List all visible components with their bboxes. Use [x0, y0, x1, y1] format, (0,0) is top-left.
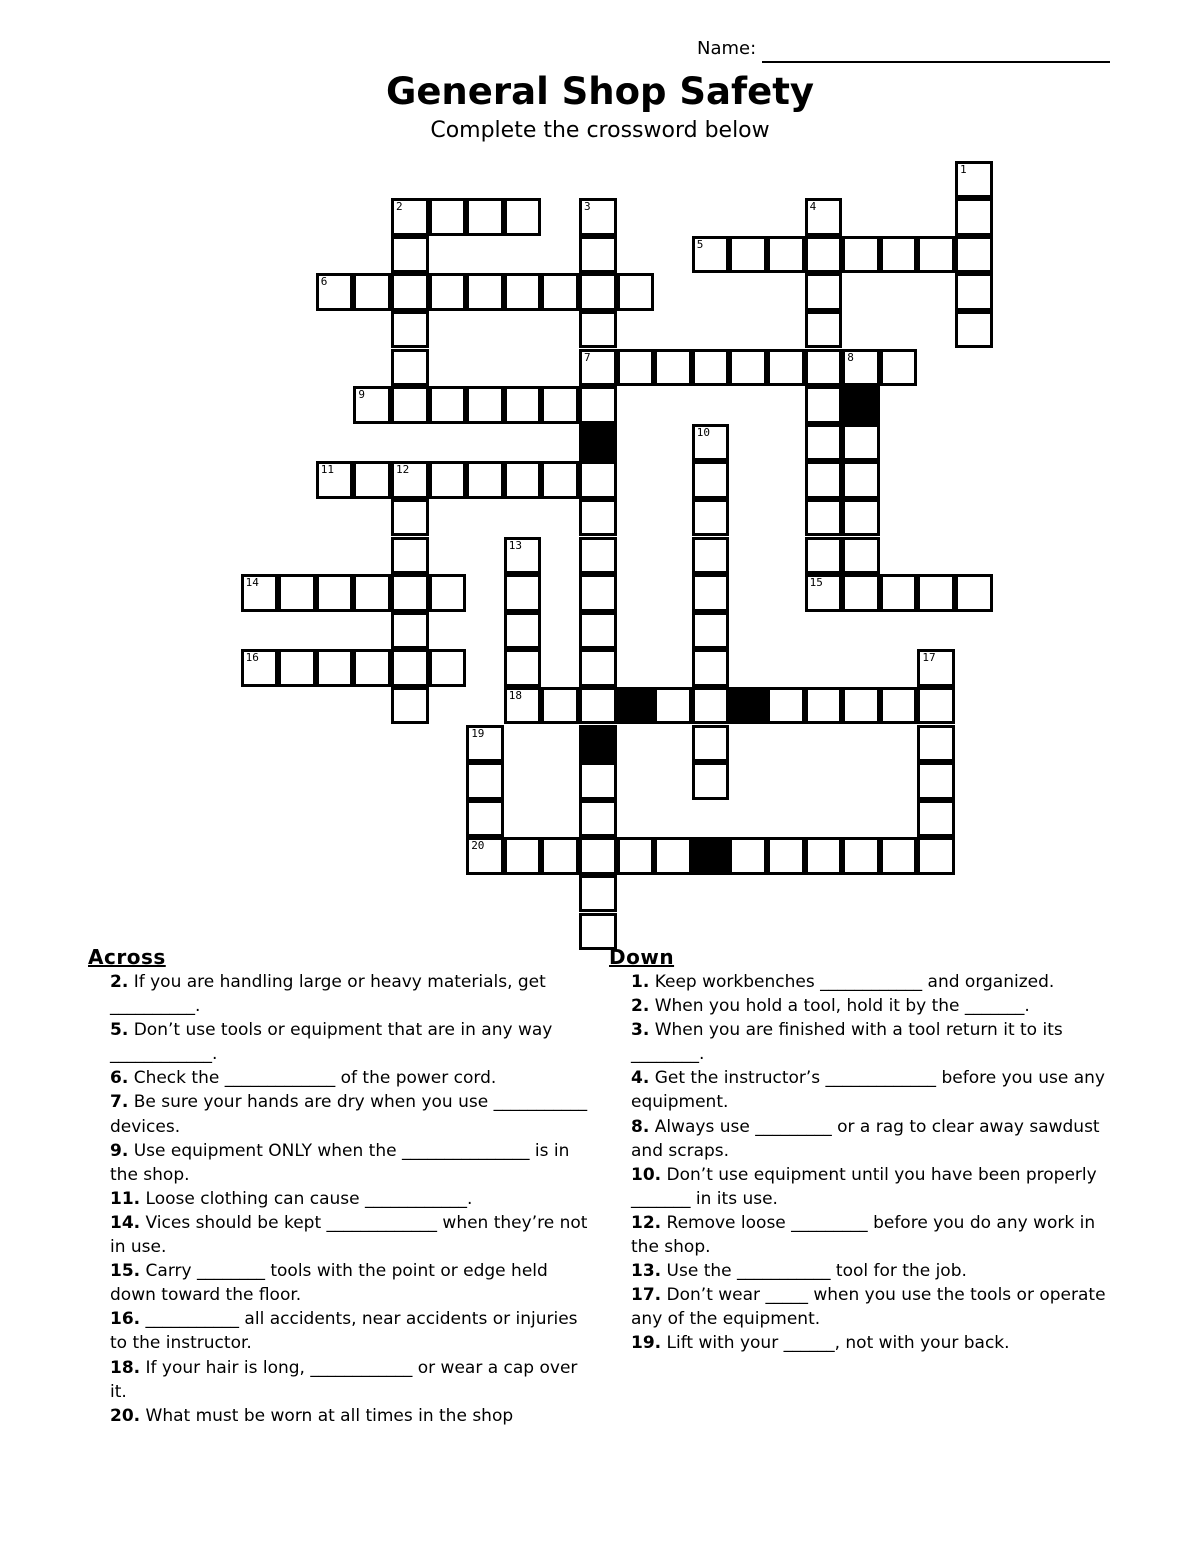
grid-cell[interactable] — [579, 612, 617, 650]
grid-cell[interactable] — [541, 273, 579, 311]
grid-cell[interactable] — [917, 574, 955, 612]
grid-cell[interactable] — [579, 687, 617, 725]
clue-number-label: 7 — [584, 350, 591, 364]
grid-cell[interactable] — [504, 687, 542, 725]
clue-number: 7. — [110, 1092, 129, 1113]
grid-cell[interactable] — [504, 537, 542, 575]
grid-cell[interactable] — [579, 537, 617, 575]
across-clue — [88, 1090, 598, 1138]
grid-cell[interactable] — [353, 461, 391, 499]
clue-number: 14. — [110, 1212, 141, 1233]
grid-cell[interactable] — [579, 198, 617, 236]
grid-cell[interactable] — [805, 499, 843, 537]
grid-cell[interactable] — [504, 386, 542, 424]
grid-cell[interactable] — [504, 574, 542, 612]
grid-cell[interactable] — [917, 837, 955, 875]
down-heading: Down — [609, 945, 675, 969]
clue-number-label: 2 — [396, 200, 403, 214]
clue-number-label: 13 — [508, 538, 523, 552]
grid-cell[interactable] — [353, 649, 391, 687]
page-title: General Shop Safety — [385, 70, 815, 113]
clue-number: 9. — [110, 1140, 129, 1161]
grid-cell[interactable] — [241, 649, 279, 687]
grid-cell[interactable] — [579, 461, 617, 499]
grid-cell[interactable] — [353, 273, 391, 311]
grid-cell[interactable] — [654, 687, 692, 725]
grid-cell[interactable] — [316, 574, 354, 612]
grid-cell[interactable] — [316, 461, 354, 499]
down-clue — [609, 1211, 1119, 1259]
black-cell — [692, 837, 730, 875]
clue-number: 11. — [110, 1188, 141, 1209]
down-clue — [609, 1163, 1119, 1211]
grid-cell[interactable] — [504, 273, 542, 311]
grid-cell[interactable] — [278, 574, 316, 612]
clue-number-label: 15 — [809, 576, 823, 590]
down-clue — [609, 1115, 1119, 1163]
across-clue — [88, 1139, 598, 1187]
across-clue — [88, 1066, 598, 1090]
grid-cell[interactable] — [466, 386, 504, 424]
grid-cell[interactable] — [805, 386, 843, 424]
grid-cell[interactable] — [880, 236, 918, 274]
black-cell — [579, 424, 617, 462]
grid-cell[interactable] — [805, 198, 843, 236]
grid-cell[interactable] — [579, 386, 617, 424]
grid-cell[interactable] — [692, 424, 730, 462]
clue-text: When you hold a tool, hold it by the _______. — [654, 996, 1030, 1017]
grid-cell[interactable] — [880, 574, 918, 612]
clue-text: If your hair is long, ____________ or wear a cap over it. — [110, 1357, 578, 1402]
grid-cell[interactable] — [391, 687, 429, 725]
clue-text: When you are finished with a tool return it to its ________. — [631, 1020, 1063, 1065]
clue-text: What must be worn at all times in the shop — [145, 1405, 514, 1426]
clue-text: Vices should be kept _____________ when they’re not in use. — [110, 1212, 588, 1258]
grid-cell[interactable] — [805, 574, 843, 612]
clue-number-label: 3 — [584, 200, 591, 214]
clue-number-label: 4 — [809, 200, 817, 214]
clue-number-label: 10 — [696, 425, 711, 439]
clue-number: 8. — [631, 1116, 650, 1137]
clue-text: Remove loose _________ before you do any work in the shop. — [631, 1212, 1096, 1258]
grid-cell[interactable] — [617, 349, 655, 387]
grid-cell[interactable] — [842, 687, 880, 725]
grid-cell[interactable] — [466, 273, 504, 311]
grid-cell[interactable] — [654, 837, 692, 875]
grid-cell[interactable] — [541, 837, 579, 875]
grid-cell[interactable] — [353, 386, 391, 424]
grid-cell[interactable] — [429, 198, 467, 236]
grid-cell[interactable] — [805, 273, 843, 311]
clue-number: 19. — [631, 1333, 662, 1354]
clue-text: Lift with your ______, not with your back. — [666, 1333, 1010, 1354]
page-subtitle: Complete the crossword below — [430, 118, 770, 143]
black-cell — [842, 386, 880, 424]
grid-cell[interactable] — [767, 687, 805, 725]
grid-cell[interactable] — [955, 236, 993, 274]
grid-cell[interactable] — [729, 236, 767, 274]
clue-number-label: 9 — [358, 388, 366, 402]
grid-cell[interactable] — [692, 461, 730, 499]
grid-cell[interactable] — [917, 236, 955, 274]
clue-number: 12. — [631, 1212, 662, 1233]
grid-cell[interactable] — [692, 612, 730, 650]
grid-cell[interactable] — [278, 649, 316, 687]
grid-cell[interactable] — [842, 349, 880, 387]
grid-cell[interactable] — [692, 499, 730, 537]
clue-text: Use the ___________ tool for the job. — [666, 1261, 967, 1282]
grid-cell[interactable] — [692, 349, 730, 387]
across-clue — [88, 1187, 598, 1211]
grid-cell[interactable] — [917, 800, 955, 838]
grid-cell[interactable] — [429, 574, 467, 612]
grid-cell[interactable] — [391, 612, 429, 650]
grid-cell[interactable] — [579, 800, 617, 838]
grid-cell[interactable] — [391, 649, 429, 687]
grid-cell[interactable] — [241, 574, 279, 612]
grid-cell[interactable] — [880, 687, 918, 725]
grid-cell[interactable] — [466, 198, 504, 236]
down-clues — [609, 944, 1119, 1356]
clue-number-label: 18 — [508, 688, 523, 702]
clue-number-label: 16 — [245, 651, 259, 665]
black-cell — [617, 687, 655, 725]
clue-number: 2. — [110, 972, 129, 992]
clue-text: Don’t use tools or equipment that are in any way ____________. — [110, 1020, 553, 1065]
grid-cell[interactable] — [541, 687, 579, 725]
clue-number: 1. — [631, 972, 650, 992]
grid-cell[interactable] — [917, 687, 955, 725]
grid-cell[interactable] — [692, 537, 730, 575]
grid-cell[interactable] — [692, 236, 730, 274]
grid-cell[interactable] — [842, 461, 880, 499]
clue-text: Check the _____________ of the power cord. — [133, 1068, 497, 1089]
clue-number-label: 5 — [696, 237, 704, 251]
grid-cell[interactable] — [466, 800, 504, 838]
clue-text: If you are handling large or heavy materials, get __________. — [110, 972, 546, 1017]
down-clue — [609, 994, 1119, 1018]
grid-cell[interactable] — [579, 837, 617, 875]
grid-cell[interactable] — [729, 837, 767, 875]
grid-cell[interactable] — [692, 725, 730, 763]
down-clue — [609, 1066, 1119, 1114]
name-label: Name: — [697, 38, 757, 59]
grid-cell[interactable] — [391, 349, 429, 387]
clue-text: Carry ________ tools with the point or edge held down toward the floor. — [110, 1261, 548, 1306]
grid-cell[interactable] — [391, 461, 429, 499]
grid-cell[interactable] — [617, 837, 655, 875]
clue-number: 6. — [110, 1068, 129, 1089]
grid-cell[interactable] — [429, 649, 467, 687]
across-clue — [88, 1307, 598, 1355]
grid-cell[interactable] — [842, 236, 880, 274]
across-clue — [88, 1211, 598, 1259]
grid-cell[interactable] — [504, 649, 542, 687]
across-clue — [88, 1259, 598, 1307]
grid-cell[interactable] — [316, 273, 354, 311]
black-cell — [579, 725, 617, 763]
grid-cell[interactable] — [391, 236, 429, 274]
clue-text: Don’t wear _____ when you use the tools or operate any of the equipment. — [631, 1285, 1106, 1330]
grid-cell[interactable] — [955, 574, 993, 612]
grid-cell[interactable] — [729, 349, 767, 387]
grid-cell[interactable] — [579, 349, 617, 387]
grid-cell[interactable] — [579, 875, 617, 913]
across-heading: Across — [88, 945, 166, 969]
grid-cell[interactable] — [805, 236, 843, 274]
grid-cell[interactable] — [880, 349, 918, 387]
grid-cell[interactable] — [692, 687, 730, 725]
grid-cell[interactable] — [692, 762, 730, 800]
grid-cell[interactable] — [466, 762, 504, 800]
grid-cell[interactable] — [805, 837, 843, 875]
grid-cell[interactable] — [579, 762, 617, 800]
down-clue — [609, 1331, 1119, 1355]
grid-cell[interactable] — [429, 461, 467, 499]
clue-number-label: 19 — [471, 726, 485, 740]
clue-text: Don’t use equipment until you have been properly _______ in its use. — [631, 1164, 1097, 1209]
grid-cell[interactable] — [466, 725, 504, 763]
grid-cell[interactable] — [955, 161, 993, 199]
clue-number: 13. — [631, 1261, 662, 1282]
grid-cell[interactable] — [842, 499, 880, 537]
grid-cell[interactable] — [504, 198, 542, 236]
grid-cell[interactable] — [917, 762, 955, 800]
grid-cell[interactable] — [541, 386, 579, 424]
clue-number-label: 14 — [245, 576, 259, 590]
grid-cell[interactable] — [692, 574, 730, 612]
grid-cell[interactable] — [429, 273, 467, 311]
grid-cell[interactable] — [805, 424, 843, 462]
grid-cell[interactable] — [391, 574, 429, 612]
grid-cell[interactable] — [541, 461, 579, 499]
grid-cell[interactable] — [842, 837, 880, 875]
grid-cell[interactable] — [917, 725, 955, 763]
grid-cell[interactable] — [842, 424, 880, 462]
clue-text: Be sure your hands are dry when you use ___________ devices. — [110, 1092, 588, 1137]
grid-cell[interactable] — [579, 649, 617, 687]
grid-cell[interactable] — [579, 574, 617, 612]
grid-cell[interactable] — [429, 386, 467, 424]
clue-number-label: 8 — [847, 350, 854, 364]
clue-number: 17. — [631, 1285, 662, 1306]
clue-number-label: 11 — [320, 463, 335, 477]
grid-cell[interactable] — [391, 537, 429, 575]
grid-cell[interactable] — [391, 311, 429, 349]
grid-cell[interactable] — [767, 837, 805, 875]
across-clue — [88, 1404, 598, 1428]
clue-number-label: 1 — [960, 162, 967, 176]
grid-cell[interactable] — [504, 612, 542, 650]
clue-number: 2. — [631, 996, 650, 1017]
grid-cell[interactable] — [504, 837, 542, 875]
down-clue — [609, 1283, 1119, 1331]
clue-number: 15. — [110, 1261, 141, 1282]
clue-number: 10. — [631, 1164, 662, 1185]
grid-cell[interactable] — [955, 311, 993, 349]
grid-cell[interactable] — [391, 386, 429, 424]
grid-cell[interactable] — [654, 349, 692, 387]
grid-cell[interactable] — [692, 649, 730, 687]
clue-number: 18. — [110, 1357, 141, 1378]
clue-text: Loose clothing can cause ____________. — [145, 1188, 473, 1209]
grid-cell[interactable] — [805, 311, 843, 349]
clue-text: Get the instructor’s _____________ before you use any equipment. — [631, 1068, 1105, 1113]
grid-cell[interactable] — [466, 837, 504, 875]
down-clue — [609, 970, 1119, 994]
grid-cell[interactable] — [579, 273, 617, 311]
grid-cell[interactable] — [842, 537, 880, 575]
across-clue — [88, 1018, 598, 1066]
grid-cell[interactable] — [955, 198, 993, 236]
clue-text: Use equipment ONLY when the _______________ is in the shop. — [110, 1140, 570, 1185]
grid-cell[interactable] — [617, 273, 655, 311]
grid-cell[interactable] — [504, 461, 542, 499]
across-clues — [88, 944, 598, 1428]
grid-cell[interactable] — [880, 837, 918, 875]
clue-number: 5. — [110, 1020, 129, 1041]
grid-cell[interactable] — [391, 198, 429, 236]
clue-text: ___________ all accidents, near accidents or injuries to the instructor. — [110, 1309, 578, 1354]
grid-cell[interactable] — [391, 499, 429, 537]
clue-text: Always use _________ or a rag to clear away sawdust and scraps. — [631, 1116, 1100, 1161]
down-clue — [609, 1018, 1119, 1066]
black-cell — [729, 687, 767, 725]
clue-number-label: 20 — [471, 839, 485, 853]
grid-cell[interactable] — [805, 349, 843, 387]
grid-cell[interactable] — [805, 687, 843, 725]
clue-number-label: 6 — [320, 275, 328, 289]
across-clue — [88, 1356, 598, 1404]
grid-cell[interactable] — [466, 461, 504, 499]
grid-cell[interactable] — [767, 349, 805, 387]
grid-cell[interactable] — [767, 236, 805, 274]
clue-text: Keep workbenches ____________ and organized. — [654, 972, 1055, 992]
clue-number: 20. — [110, 1405, 141, 1426]
grid-cell[interactable] — [842, 574, 880, 612]
grid-cell[interactable] — [579, 311, 617, 349]
grid-cell[interactable] — [917, 649, 955, 687]
clue-number: 4. — [631, 1068, 650, 1089]
grid-cell[interactable] — [353, 574, 391, 612]
clue-number-label: 12 — [396, 463, 410, 477]
down-clue — [609, 1259, 1119, 1283]
grid-cell[interactable] — [805, 537, 843, 575]
grid-cell[interactable] — [579, 236, 617, 274]
grid-cell[interactable] — [955, 273, 993, 311]
grid-cell[interactable] — [316, 649, 354, 687]
clue-number-label: 17 — [922, 651, 936, 665]
clue-number: 3. — [631, 1020, 650, 1041]
grid-cell[interactable] — [579, 499, 617, 537]
grid-cell[interactable] — [391, 273, 429, 311]
clue-number: 16. — [110, 1309, 141, 1330]
grid-cell[interactable] — [805, 461, 843, 499]
across-clue — [88, 970, 598, 1018]
